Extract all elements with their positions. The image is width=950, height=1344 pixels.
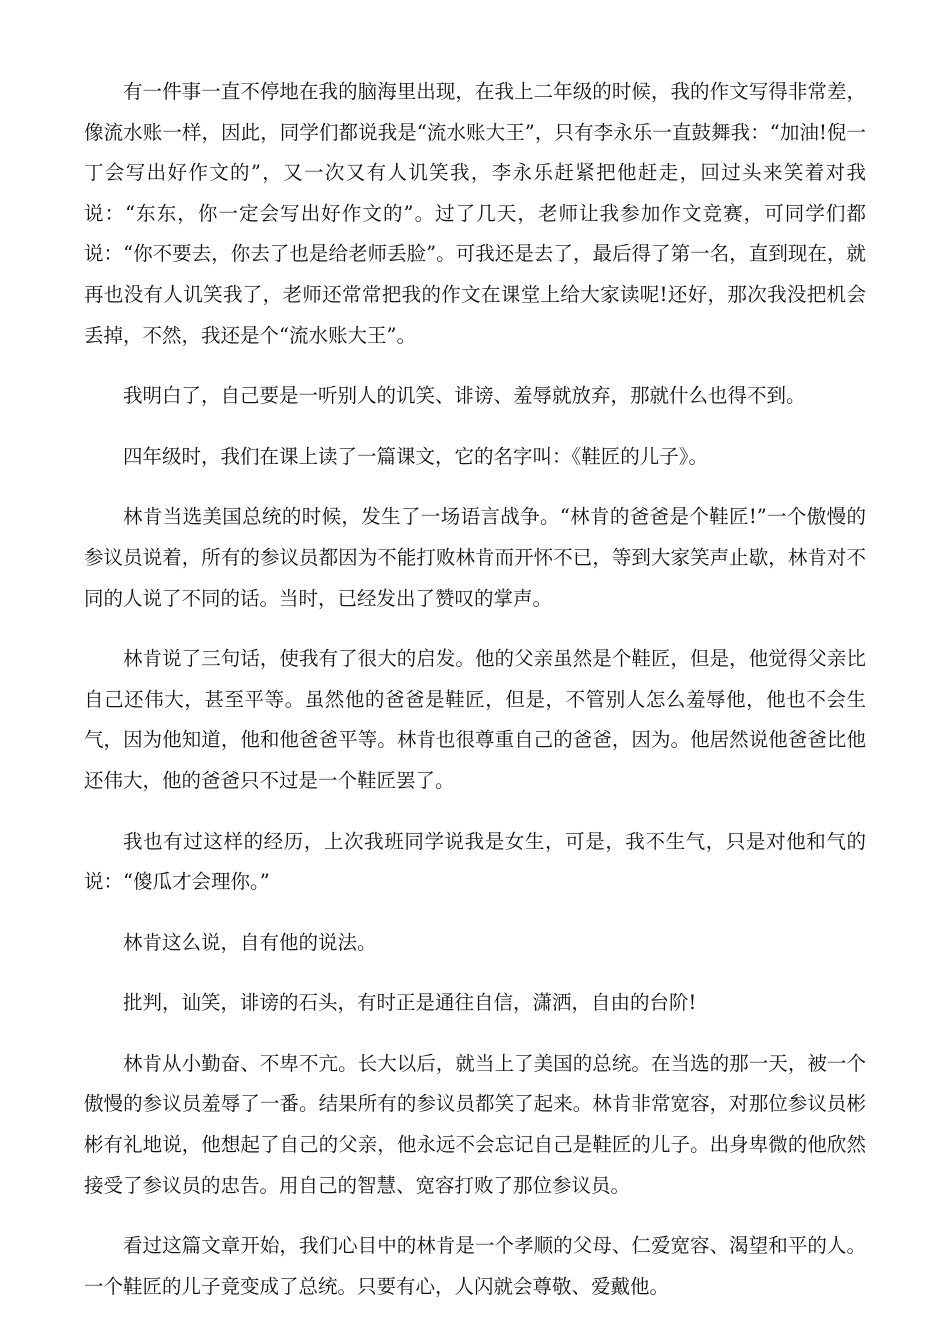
paragraph: 看过这篇文章开始，我们心目中的林肯是一个孝顺的父母、仁爱宽容、渴望和平的人。一个鞋匠的儿子竟变成了总统。只要有心，人闪就会尊敬、爱戴他。	[84, 1234, 866, 1298]
paragraph: 林肯当选美国总统的时候，发生了一场语言战争。“林肯的爸爸是个鞋匠!”一个傲慢的参议员说着，所有的参议员都因为不能打败林肯而开怀不已，等到大家笑声止歇，林肯对不同的人说了不同的话。当时，已经发出了赞叹的掌声。	[84, 505, 866, 610]
paragraph: 有一件事一直不停地在我的脑海里出现，在我上二年级的时候，我的作文写得非常差，像流水账一样，因此，同学们都说我是“流水账大王”，只有李永乐一直鼓舞我：“加油!倪一丁会写出好作文的”，又一次又有人讥笑我，李永乐赶紧把他赶走，回过头来笑着对我说：“东东，你一定会写出好作文的”。过了几天，老师让我参加作文竞赛，可同学们都说：“你不要去，你去了也是给老师丢脸”。可我还是去了，最后得了第一名，直到现在，就再也没有人讥笑我了，老师还常常把我的作文在课堂上给大家读呢!还好，那次我没把机会丢掉，不然，我还是个“流水账大王”。	[84, 80, 866, 347]
paragraph: 批判，讪笑，诽谤的石头，有时正是通往自信，潇洒，自由的台阶!	[123, 991, 697, 1015]
paragraph: 四年级时，我们在课上读了一篇课文，它的名字叫：《鞋匠的儿子》。	[123, 444, 709, 468]
paragraph: 林肯说了三句话，使我有了很大的启发。他的父亲虽然是个鞋匠，但是，他觉得父亲比自己还伟大，甚至平等。虽然他的爸爸是鞋匠，但是，不管别人怎么羞辱他，他也不会生气，因为他知道，他和他爸爸平等。林肯也很尊重自己的爸爸，因为。他居然说他爸爸比他还伟大，他的爸爸只不过是一个鞋匠罢了。	[84, 647, 866, 792]
document-page	[84, 72, 866, 1327]
paragraph: 林肯从小勤奋、不卑不亢。长大以后，就当上了美国的总统。在当选的那一天，被一个傲慢的参议员羞辱了一番。结果所有的参议员都笑了起来。林肯非常宽容，对那位参议员彬彬有礼地说，他想起了自己的父亲，他永远不会忘记自己是鞋匠的儿子。出身卑微的他欣然接受了参议员的忠告。用自己的智慧、宽容打败了那位参议员。	[84, 1051, 866, 1197]
paragraph: 我也有过这样的经历，上次我班同学说我是女生，可是，我不生气，只是对他和气的说：“傻瓜才会理你。”	[84, 829, 866, 894]
paragraph: 我明白了，自己要是一听别人的讥笑、诽谤、羞辱就放弃，那就什么也得不到。	[123, 384, 806, 408]
paragraph: 林肯这么说，自有他的说法。	[123, 930, 377, 954]
